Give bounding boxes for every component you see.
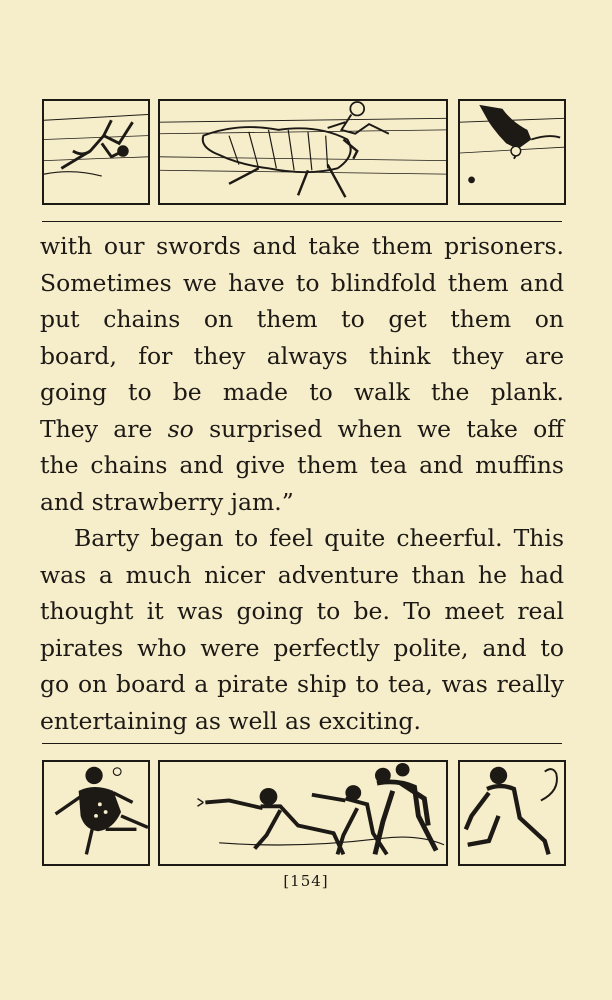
- text-line: go on board a pirate ship to tea, was really: [40, 670, 564, 698]
- text-segment: They are: [40, 414, 168, 443]
- text-line: going to be made to walk the plank.: [40, 378, 564, 406]
- text-line: thought it was going to be. To meet real: [40, 597, 564, 625]
- bottom-illustration-strip: [42, 760, 566, 866]
- bottom-divider-rule: [42, 743, 562, 744]
- text-line-with-emphasis: [40, 411, 564, 448]
- text-line: pirates who were perfectly polite, and to: [40, 633, 564, 662]
- top-right-illustration-tumbling-cat: [458, 99, 566, 205]
- text-line: Sometimes we have to blindfold them and: [40, 268, 564, 297]
- text-line: was a much nicer adventure than he had: [40, 560, 564, 589]
- text-line: Barty began to feel quite cheerful. This: [74, 524, 564, 552]
- bottom-center-illustration-monkeys-chasing: [158, 760, 448, 866]
- text-line: and strawberry jam.”: [40, 487, 294, 516]
- bottom-right-illustration-monkey-running: [458, 760, 566, 866]
- top-left-illustration-falling-monkey: [42, 99, 150, 205]
- top-divider-rule: [42, 221, 562, 222]
- text-segment: surprised when we take off: [193, 414, 565, 443]
- top-center-illustration-child-riding-beast: [158, 99, 448, 205]
- text-line: board, for they always think they are: [40, 341, 564, 370]
- text-line: put chains on them to get them on: [40, 305, 564, 333]
- text-line: with our swords and take them prisoners.: [40, 232, 564, 260]
- paragraph-1: [40, 228, 564, 520]
- body-text: [40, 228, 564, 739]
- bottom-left-illustration-monkey-walking: [42, 760, 150, 866]
- page-number: [154]: [283, 872, 329, 890]
- top-illustration-strip: [42, 99, 566, 205]
- text-line: the chains and give them tea and muffins: [40, 451, 564, 479]
- emphasis-word: so: [167, 414, 194, 443]
- text-line: entertaining as well as exciting.: [40, 706, 421, 735]
- paragraph-2: [40, 520, 564, 739]
